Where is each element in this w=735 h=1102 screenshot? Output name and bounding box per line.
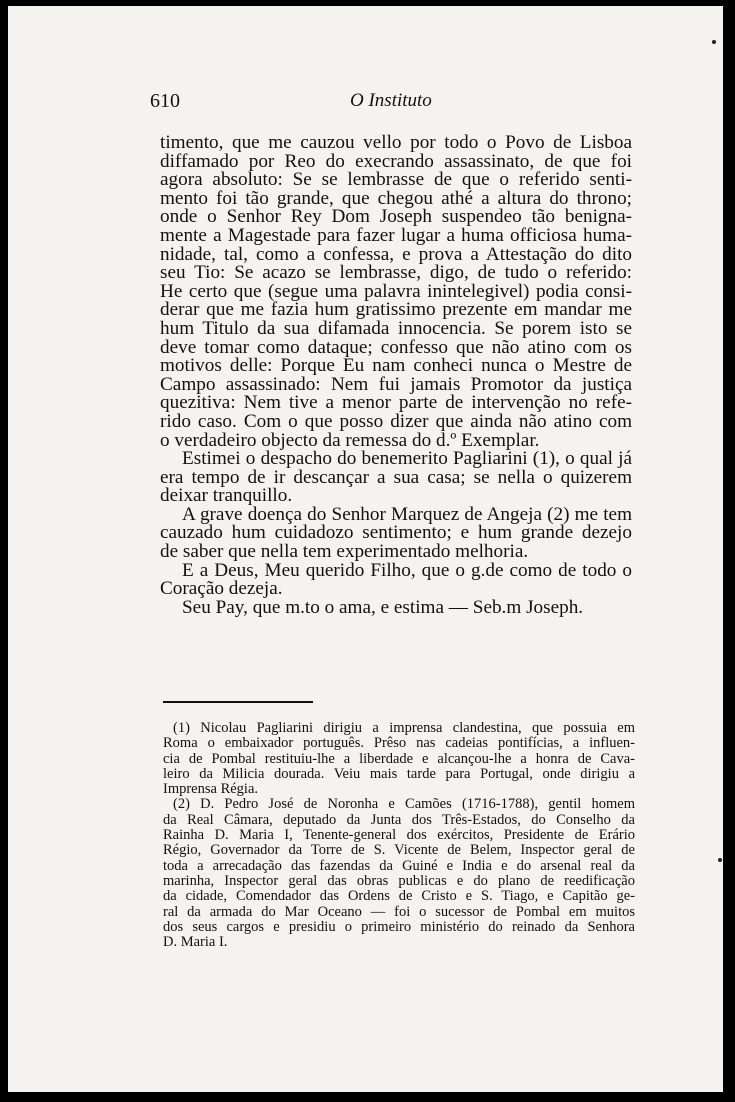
footnote-line: cia de Pombal restituiu-lhe a liberdade e alcançou-lhe a honra de Cava- — [163, 750, 635, 767]
footnote-line: leiro da Milicia dourada. Veiu mais tarde para Portugal, onde dirigiu a — [163, 765, 635, 782]
scan-border-right — [723, 0, 735, 1102]
footnote-line: ral da armada do Mar Oceano — foi o sucessor de Pombal em muitos — [163, 903, 635, 920]
body-line: Estimei o despacho do benemerito Pagliarini (1), o qual já — [182, 448, 632, 470]
footnotes — [163, 721, 635, 950]
body-line: mento foi tão grande, que chegou athé a altura do throno; — [160, 187, 632, 209]
footnote-line: (2) D. Pedro José de Noronha e Camões (1716-1788), gentil homem — [173, 796, 635, 813]
body-line: cauzado hum cuidadozo sentimento; e hum grande dezejo — [160, 522, 632, 544]
footnote-line: Régio, Governador da Torre de S. Vicente de Belem, Inspector geral de — [163, 842, 635, 859]
body-line: Coração dezeja. — [160, 578, 283, 600]
footnote-rule — [163, 701, 313, 703]
footnote-line: da cidade, Comendador das Ordens de Cristo e S. Tiago, e Capitão ge- — [163, 888, 635, 905]
body-line: de saber que nella tem experimentado melhoria. — [160, 541, 529, 563]
body-line: deve tomar como dataque; confesso que não atino com os — [160, 336, 632, 358]
body-line: hum Titulo da sua difamada innocencia. Se porem isto se — [160, 317, 632, 339]
body-line: He certo que (segue uma palavra inintelegivel) podia consi- — [160, 280, 632, 302]
body-line: motivos delle: Porque Eu nam conheci nunca o Mestre de — [160, 355, 632, 377]
footnote-line: dos seus cargos e presidiu o primeiro ministério do reinado da Senhora — [163, 918, 635, 935]
footnote-line: da Real Câmara, deputado da Junta dos Três-Estados, do Conselho da — [163, 811, 635, 828]
body-line: diffamado por Reo do execrando assassinato, de que foi — [160, 150, 632, 172]
footnote-line: D. Maria I. — [163, 934, 228, 951]
page-header — [150, 90, 640, 118]
letter-body — [160, 134, 632, 617]
body-line: mente a Magestade para fazer lugar a huma officiosa huma- — [160, 224, 632, 246]
body-line: deixar tranquillo. — [160, 485, 293, 507]
scan-border-bottom — [0, 1092, 735, 1102]
page-number: 610 — [150, 90, 180, 112]
footnote-line: toda a arrecadação das fazendas da Guiné e India e do arsenal real da — [163, 857, 635, 874]
body-line: E a Deus, Meu querido Filho, que o g.de como de todo o — [182, 559, 632, 581]
body-line: quezitiva: Nem tive a menor parte de intervenção no refe- — [160, 392, 632, 414]
body-line: rido caso. Com o que posso dizer que ainda não atino com — [160, 410, 632, 432]
running-title: O Instituto — [350, 90, 432, 111]
scan-border-left — [0, 0, 8, 1102]
scan-speck — [718, 858, 722, 862]
signature-line: Seu Pay, que m.to o ama, e estima — Seb.m Joseph. — [182, 596, 584, 618]
body-line: era tempo de ir descançar a sua casa; se nella o quizerem — [160, 466, 632, 488]
body-line: seu Tio: Se acazo se lembrasse, digo, de tudo o referido: — [160, 262, 632, 284]
footnote-line: Imprensa Régia. — [163, 781, 259, 798]
scan-speck — [712, 40, 716, 44]
body-line: onde o Senhor Rey Dom Joseph suspendeo tão benigna- — [160, 206, 632, 228]
body-line: o verdadeiro objecto da remessa do d.º Exemplar. — [160, 429, 540, 451]
footnote-line: (1) Nicolau Pagliarini dirigiu a imprensa clandestina, que possuia em — [173, 720, 635, 736]
footnote-line: Rainha D. Maria I, Tenente-general dos exércitos, Presidente de Erário — [163, 827, 635, 844]
body-line: nidade, tal, como a confessa, e prova a Attestação do dito — [160, 243, 632, 265]
body-line: A grave doença do Senhor Marquez de Angeja (2) me tem — [182, 503, 632, 525]
body-line: agora absoluto: Se se lembrasse de que o referido senti- — [160, 169, 632, 191]
scan-border-top — [0, 0, 735, 6]
footnote-line: Roma o embaixador português. Prêso nas cadeias pontifícias, a influen- — [163, 735, 635, 752]
footnote-line: marinha, Inspector geral das obras publicas e do plano de reedificação — [163, 872, 635, 889]
body-line: derar que me fazia hum gratissimo prezente em mandar me — [160, 299, 632, 321]
body-line: timento, que me cauzou vello por todo o Povo de Lisboa — [160, 132, 632, 153]
body-line: Campo assassinado: Nem fui jamais Promotor da justiça — [160, 373, 632, 395]
